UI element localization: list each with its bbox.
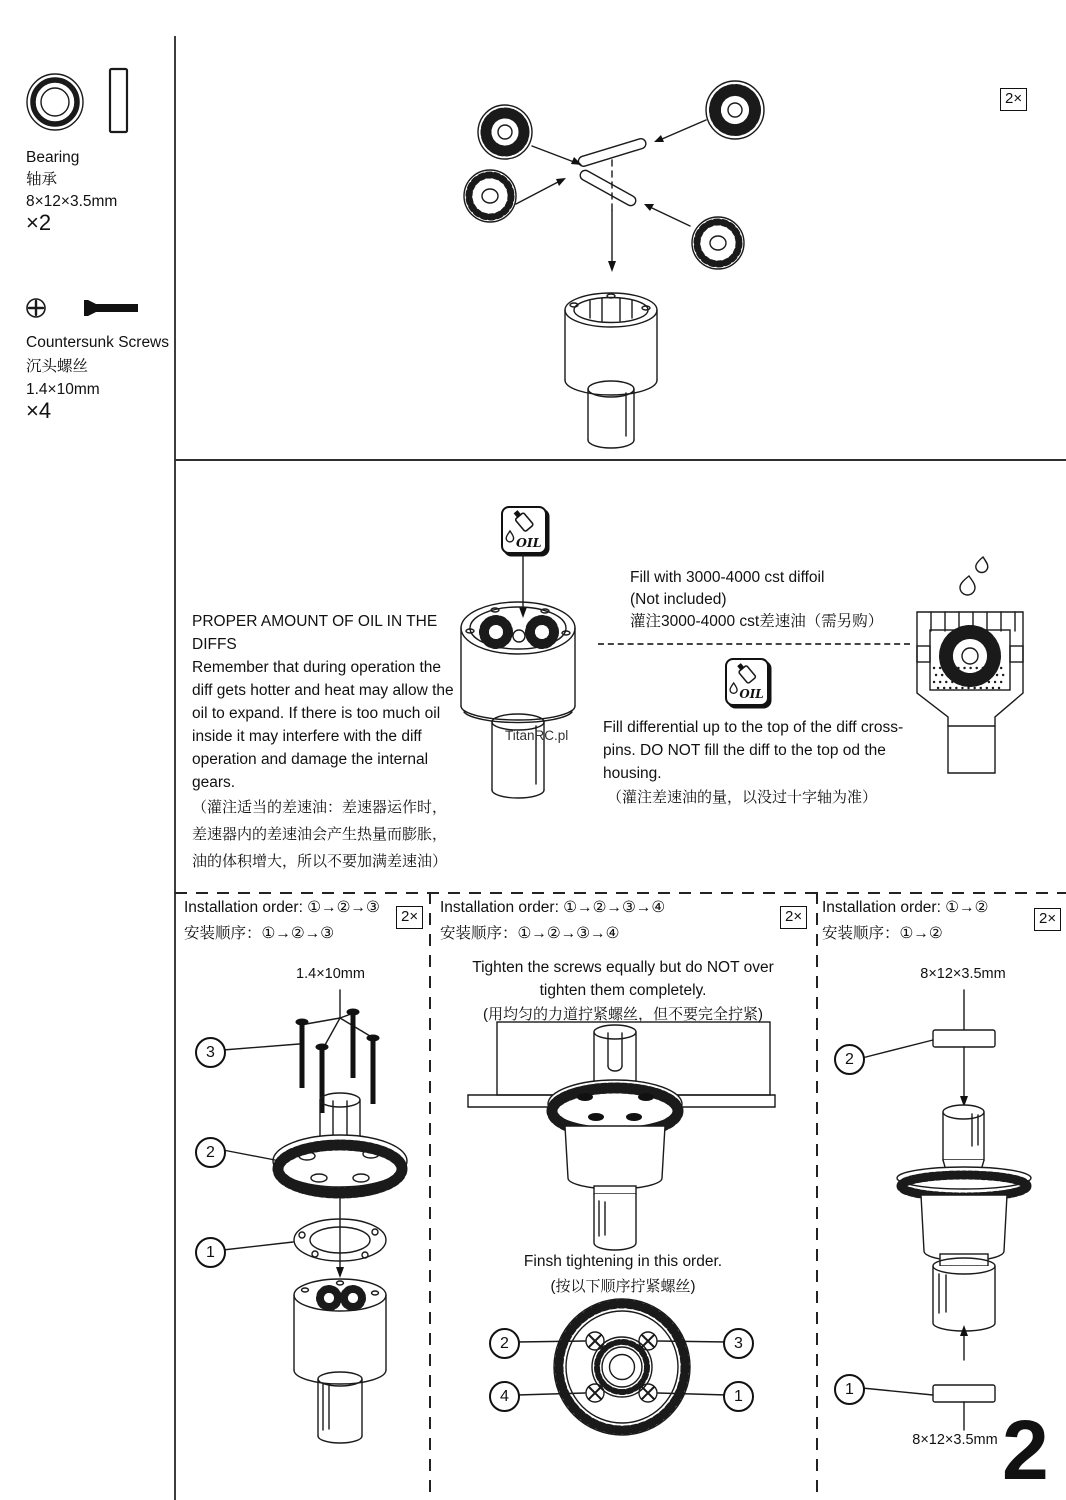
panel3-part-label-top: 8×12×3.5mm <box>920 966 1006 982</box>
panel3-qty-badge: 2× <box>1034 908 1061 931</box>
panel2-mounted-diff-diagram <box>462 1016 787 1251</box>
section-divider-line <box>175 459 1066 461</box>
side-gear-icon <box>692 217 744 269</box>
oil-advice-heading: PROPER AMOUNT OF OIL IN THE DIFFS <box>192 613 438 653</box>
left-margin-line <box>174 36 176 1500</box>
oil-label: OIL <box>516 535 542 550</box>
panel1-callout-1: 1 <box>195 1237 226 1268</box>
bevel-gear-icon <box>478 105 532 159</box>
panel1-qty-badge: 2× <box>396 906 423 929</box>
open-diff-fill-diagram <box>450 498 595 798</box>
panel2-order-cn: 安装顺序：①→②→③→④ <box>440 925 620 942</box>
fill-note1-line3: 灌注3000-4000 cst差速油（需另购） <box>630 613 884 630</box>
panel3-order-cn: 安装顺序：①→② <box>822 925 943 942</box>
pin-icon <box>110 69 127 132</box>
oil-drop-icon <box>976 557 988 573</box>
fill-note2-cn: （灌注差速油的量，以没过十字轴为准） <box>607 789 878 806</box>
panel-divider-2 <box>816 892 818 1492</box>
panel1-order-en: Installation order: ①→②→③ <box>184 899 380 916</box>
oil-advice-block <box>192 610 456 875</box>
bearing-name: Bearing <box>26 149 80 166</box>
oil-advice-body-en: Remember that during operation the diff gets hotter and heat may allow the oil to expand. If there is too much oil inside it may interfere with the diff operation and damage the internal gears. <box>192 659 454 791</box>
panel2-callout-3: 3 <box>723 1328 754 1359</box>
bearing-icon <box>20 63 160 141</box>
panel2-callout-2: 2 <box>489 1328 520 1359</box>
spur-gear-assembly <box>273 1093 407 1193</box>
fill-note2-en: Fill differential up to the top of the diff cross-pins. DO NOT fill the diff to the top od the housing. <box>603 719 904 782</box>
oil-drop-icon <box>730 683 737 693</box>
panel2-finish-cn: (按以下顺序拧紧螺丝) <box>550 1278 696 1295</box>
panel2-finish-en: Finsh tightening in this order. <box>523 1253 723 1270</box>
side-gear-icon <box>464 170 516 222</box>
panel3-callout-1: 1 <box>834 1374 865 1405</box>
bearing-size: 8×12×3.5mm <box>26 193 118 210</box>
panel1-part-label: 1.4×10mm <box>296 966 365 982</box>
watermark: TitanRC.pl <box>505 728 569 743</box>
top-qty-badge: 2× <box>1000 88 1027 111</box>
fill-note1-line1: Fill with 3000-4000 cst diffoil <box>630 569 825 586</box>
assembled-diff <box>897 1105 1031 1331</box>
panel2-tip-en: Tighten the screws equally but do NOT over tighten them completely. <box>472 959 774 999</box>
panel3-part-label-bottom: 8×12×3.5mm <box>912 1432 998 1448</box>
oil-level-dashed-line <box>598 643 910 645</box>
page-number: 2 <box>1002 1403 1049 1497</box>
panel1-callout-3: 3 <box>195 1037 226 1068</box>
panel3-callout-2: 2 <box>834 1044 865 1075</box>
screw-side-icon <box>84 300 96 316</box>
panel3-order-en: Installation order: ①→② <box>822 899 989 916</box>
panel1-order-cn: 安装顺序：①→②→③ <box>184 925 335 942</box>
screws-name: Countersunk Screws <box>26 334 170 351</box>
oil-label: OIL <box>739 687 764 702</box>
panel2-tighten-order-diagram <box>505 1295 740 1445</box>
oil-advice-body-cn: （灌注适当的差速油：差速器运作时，差速器内的差速油会产生热量而膨胀，油的体积增大，所以不要加满差速油） <box>192 799 448 870</box>
bearing-part <box>933 1030 995 1047</box>
panel1-callout-2: 2 <box>195 1137 226 1168</box>
diff-cross-section-diagram <box>898 548 1043 793</box>
screws-size: 1.4×10mm <box>26 381 100 398</box>
oil-drop-icon <box>960 576 975 595</box>
oil-bottle-icon <box>725 658 769 706</box>
bearing-qty: ×2 <box>26 210 52 235</box>
diff-housing <box>294 1279 386 1443</box>
panel2-callout-4: 4 <box>489 1381 520 1412</box>
panel2-order-en: Installation order: ①→②→③→④ <box>440 899 666 916</box>
exploded-diff-diagram <box>440 58 830 458</box>
bearing-name-cn: 轴承 <box>26 171 58 188</box>
diff-housing <box>565 293 657 448</box>
panel2-qty-badge: 2× <box>780 906 807 929</box>
fill-note1-line2: (Not included) <box>630 591 727 608</box>
cross-pin <box>578 169 637 208</box>
bearing-part <box>933 1385 995 1402</box>
assembled-diff <box>548 1025 682 1250</box>
bottom-section-top-border <box>175 892 1066 894</box>
bevel-gear-icon <box>706 81 764 139</box>
screws-name-cn: 沉头螺丝 <box>26 358 89 375</box>
countersunk-screw-icon <box>20 292 150 324</box>
panel2-tip-cn: (用均匀的力道拧紧螺丝，但不要完全拧紧) <box>483 1006 763 1023</box>
screws-qty: ×4 <box>26 398 52 423</box>
panel2-callout-1: 1 <box>723 1381 754 1412</box>
